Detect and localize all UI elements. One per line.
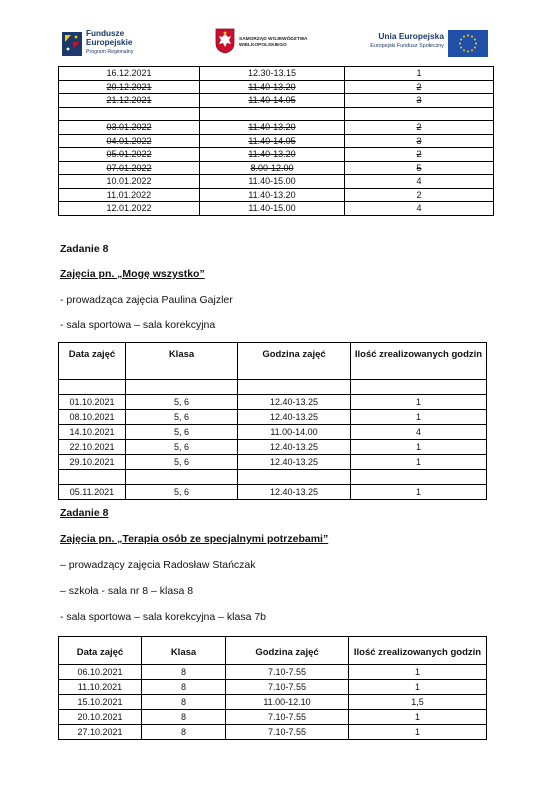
time-cell	[200, 107, 345, 121]
table-row	[59, 470, 487, 485]
class-cell: 8	[142, 665, 226, 680]
classroom-line-terapia: – szkoła - sala nr 8 – klasa 8	[60, 585, 194, 597]
time-cell: 11.00-14.00	[238, 425, 351, 440]
time-header: Godzina zajęć	[238, 343, 351, 380]
time-cell: 12.40-13.25	[238, 485, 351, 500]
table-row	[59, 202, 494, 216]
section-title-terapia: Zajęcia pn. „Terapia osób ze specjalnymi potrzebami”	[60, 533, 329, 545]
table-row	[59, 67, 494, 81]
table-row	[59, 425, 487, 440]
hours-cell: 1	[351, 410, 487, 425]
class-cell: 8	[142, 695, 226, 710]
room-line-moge: - sala sportowa – sala korekcyjna	[60, 319, 216, 331]
hours-cell: 1,5	[349, 695, 487, 710]
wlkp-logo-line2: WIELKOPOLSKIEGO	[239, 43, 287, 48]
eu-flag-icon	[448, 30, 488, 57]
schedule-table-continued	[58, 66, 494, 216]
hours-cell: 4	[345, 175, 494, 189]
time-cell: 11.40-14.05	[200, 134, 345, 148]
time-cell: 7.10-7.55	[226, 725, 349, 740]
table-row	[59, 680, 487, 695]
time-cell: 11.40-13.20	[200, 188, 345, 202]
time-cell: 12.30-13.15	[200, 67, 345, 81]
date-cell: 16.12.2021	[59, 67, 200, 81]
time-cell: 11.40-13.20	[200, 80, 345, 94]
hours-cell: 5	[345, 161, 494, 175]
time-cell: 7.10-7.55	[226, 710, 349, 725]
table-row	[59, 121, 494, 135]
table-row	[59, 440, 487, 455]
date-cell: 04.01.2022	[59, 134, 200, 148]
date-cell: 20.12.2021	[59, 80, 200, 94]
class-cell: 5, 6	[126, 485, 238, 500]
time-cell: 11.40-13.20	[200, 121, 345, 135]
date-cell: 21.12.2021	[59, 94, 200, 108]
class-cell: 8	[142, 710, 226, 725]
date-cell: 06.10.2021	[59, 665, 142, 680]
time-cell: 11.00-12.10	[226, 695, 349, 710]
date-cell: 11.01.2022	[59, 188, 200, 202]
hours-cell	[351, 470, 487, 485]
time-cell	[238, 470, 351, 485]
fundusze-europejskie-flag-icon	[62, 32, 82, 56]
table-row	[59, 410, 487, 425]
class-cell: 5, 6	[126, 395, 238, 410]
table-row	[59, 485, 487, 500]
date-cell: 12.01.2022	[59, 202, 200, 216]
hours-cell: 1	[351, 440, 487, 455]
class-cell: 8	[142, 725, 226, 740]
time-cell: 12.40-13.25	[238, 440, 351, 455]
class-cell	[126, 470, 238, 485]
hours-cell: 4	[351, 425, 487, 440]
hours-cell: 3	[345, 134, 494, 148]
date-cell: 01.10.2021	[59, 395, 126, 410]
class-cell: 5, 6	[126, 440, 238, 455]
date-header: Data zajęć	[59, 637, 142, 665]
hours-cell: 1	[349, 725, 487, 740]
time-cell	[238, 380, 351, 395]
eagle-shield-icon	[215, 28, 235, 54]
class-header: Klasa	[142, 637, 226, 665]
date-cell: 27.10.2021	[59, 725, 142, 740]
table-row	[59, 380, 487, 395]
fe-logo-line1: Fundusze	[86, 29, 125, 38]
table-row	[59, 80, 494, 94]
date-cell: 05.01.2022	[59, 148, 200, 162]
ue-logo-subtitle: Europejski Fundusz Społeczny	[370, 43, 444, 49]
section-heading-terapia: Zadanie 8	[60, 507, 109, 519]
fe-logo-subtitle: Program Regionalny	[86, 49, 134, 55]
time-cell: 11.40-13.20	[200, 148, 345, 162]
table-row	[59, 148, 494, 162]
hours-cell: 1	[351, 485, 487, 500]
hours-cell: 4	[345, 202, 494, 216]
time-cell: 7.10-7.55	[226, 665, 349, 680]
class-cell	[126, 380, 238, 395]
class-cell: 5, 6	[126, 455, 238, 470]
hours-cell: 2	[345, 188, 494, 202]
date-cell	[59, 470, 126, 485]
instructor-line-terapia: – prowadzący zajęcia Radosław Stańczak	[60, 559, 256, 571]
date-cell: 20.10.2021	[59, 710, 142, 725]
hours-cell: 2	[345, 80, 494, 94]
date-cell: 05.11.2021	[59, 485, 126, 500]
hours-cell: 2	[345, 121, 494, 135]
hours-cell: 1	[351, 455, 487, 470]
date-cell	[59, 107, 200, 121]
fe-logo-line2: Europejskie	[86, 37, 133, 47]
time-cell: 12.40-13.25	[238, 410, 351, 425]
header-logo-bar	[0, 26, 548, 64]
class-header: Klasa	[126, 343, 238, 380]
time-cell: 8.00-12.00	[200, 161, 345, 175]
class-cell: 5, 6	[126, 410, 238, 425]
table-row	[59, 665, 487, 680]
section-title-moge: Zajęcia pn. „Mogę wszystko”	[60, 268, 205, 280]
table-row	[59, 175, 494, 189]
class-cell: 8	[142, 680, 226, 695]
date-cell: 08.10.2021	[59, 410, 126, 425]
time-cell: 12.40-13.25	[238, 455, 351, 470]
date-cell: 03.01.2022	[59, 121, 200, 135]
hours-cell: 1	[349, 665, 487, 680]
date-cell: 11.10.2021	[59, 680, 142, 695]
schedule-table-moge	[58, 342, 487, 500]
date-cell: 07.01.2022	[59, 161, 200, 175]
instructor-line-moge: - prowadząca zajęcia Paulina Gajzler	[60, 294, 233, 306]
hours-header: Ilość zrealizowanych godzin	[349, 637, 487, 665]
time-cell: 7.10-7.55	[226, 680, 349, 695]
date-cell: 10.01.2022	[59, 175, 200, 189]
unia-europejska-logo	[352, 30, 488, 62]
table-row	[59, 725, 487, 740]
hours-cell: 1	[349, 710, 487, 725]
hours-cell: 1	[349, 680, 487, 695]
hours-cell	[351, 380, 487, 395]
section-heading-moge: Zadanie 8	[60, 243, 109, 255]
table-row	[59, 455, 487, 470]
table-row	[59, 134, 494, 148]
table-row	[59, 107, 494, 121]
table-row	[59, 710, 487, 725]
fundusze-europejskie-logo	[62, 30, 182, 62]
time-cell: 12.40-13.25	[238, 395, 351, 410]
date-cell: 15.10.2021	[59, 695, 142, 710]
date-header: Data zajęć	[59, 343, 126, 380]
hours-cell: 1	[351, 395, 487, 410]
hours-cell	[345, 107, 494, 121]
table-row	[59, 94, 494, 108]
table-header-row	[59, 637, 487, 665]
table-row	[59, 161, 494, 175]
date-cell	[59, 380, 126, 395]
table-row	[59, 188, 494, 202]
hours-header: Ilość zrealizowanych godzin	[351, 343, 487, 380]
table-header-row	[59, 343, 487, 380]
date-cell: 29.10.2021	[59, 455, 126, 470]
time-cell: 11.40-14.05	[200, 94, 345, 108]
hours-cell: 2	[345, 148, 494, 162]
table-row	[59, 395, 487, 410]
date-cell: 14.10.2021	[59, 425, 126, 440]
hours-cell: 3	[345, 94, 494, 108]
schedule-table-terapia	[58, 636, 487, 740]
time-cell: 11.40-15.00	[200, 175, 345, 189]
class-cell: 5, 6	[126, 425, 238, 440]
hours-cell: 1	[345, 67, 494, 81]
ue-logo-title: Unia Europejska	[378, 31, 444, 41]
wielkopolska-logo	[215, 28, 325, 62]
time-cell: 11.40-15.00	[200, 202, 345, 216]
wlkp-logo-line1: SAMORZĄD WOJEWÓDZTWA	[239, 37, 308, 42]
room-line-terapia: - sala sportowa – sala korekcyjna – klasa 7b	[60, 611, 267, 623]
time-header: Godzina zajęć	[226, 637, 349, 665]
table-row	[59, 695, 487, 710]
date-cell: 22.10.2021	[59, 440, 126, 455]
